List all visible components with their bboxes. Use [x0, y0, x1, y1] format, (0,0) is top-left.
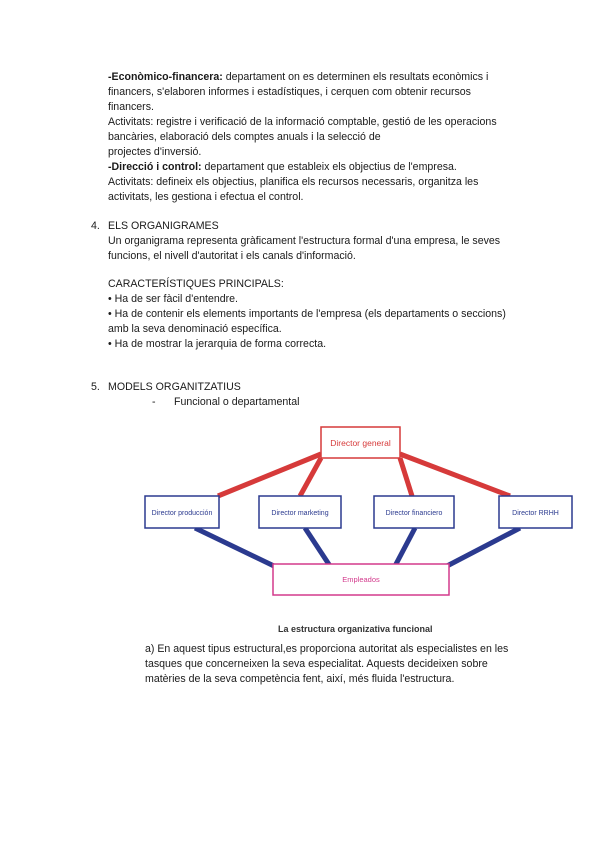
upper-connectors — [218, 454, 510, 496]
lower-connectors — [195, 528, 520, 566]
connector-blue — [447, 528, 520, 566]
text-line: bancàries, elaboració dels comptes anuals i la selecció de — [108, 131, 381, 143]
bullet-item: • Ha de ser fàcil d'entendre. — [108, 293, 238, 305]
subheading: CARACTERÍSTIQUES PRINCIPALS: — [108, 278, 284, 290]
list-item: Funcional o departamental — [174, 396, 300, 408]
list-dash: - — [152, 396, 156, 408]
section-number: 5. — [91, 381, 100, 393]
director-produccion-label: Director producción — [151, 510, 213, 517]
director-marketing-label: Director marketing — [271, 510, 329, 517]
bullet-item: • Ha de contenir els elements importants de l'empresa (els departaments o seccions) — [108, 308, 506, 320]
director-financiero-label: Director financiero — [385, 510, 443, 517]
section-number: 4. — [91, 220, 100, 232]
text-line: projectes d'inversió. — [108, 146, 202, 158]
bullet-item: • Ha de mostrar la jerarquia de forma correcta. — [108, 338, 327, 350]
text-line: funcions, el nivell d'autoritat i els canals d'informació. — [108, 250, 356, 262]
text-line: amb la seva denominació específica. — [108, 323, 282, 335]
text-line: financers. — [108, 101, 154, 113]
text-line: a) En aquest tipus estructural,es proporciona autoritat als especialistes en les — [145, 643, 509, 655]
connector-blue — [195, 528, 274, 566]
diagram-caption: La estructura organizativa funcional — [278, 624, 433, 634]
section-heading: MODELS ORGANITZATIUS — [108, 381, 241, 393]
empleados-label: Empleados — [342, 575, 380, 584]
text-line: matèries de la seva competència fent, així, més fluida l'estructura. — [145, 673, 455, 685]
connector-red — [400, 458, 412, 496]
director-general-label: Director general — [330, 438, 391, 448]
text-line: financers, s'elaboren informes i estadístiques, i cerquen com obtenir recursos — [108, 86, 471, 98]
economic-financial-def: departament on es determinen els resultats econòmics i — [222, 71, 489, 83]
text-line: Un organigrama representa gràficament l'estructura formal d'una empresa, le seves — [108, 235, 501, 247]
text-line: Activitats: defineix els objectius, planifica els recursos necessaris, organitza les — [108, 176, 479, 188]
economic-financial-term: -Econòmico-financera: — [108, 71, 223, 83]
connector-blue — [305, 528, 330, 566]
direction-control-def: departament que estableix els objectius de l'empresa. — [201, 161, 457, 173]
direction-control-term: -Direcció i control: — [108, 161, 202, 173]
director-rrhh-label: Director RRHH — [512, 510, 559, 517]
connector-blue — [395, 528, 415, 566]
text-line: Activitats: registre i verificació de la informació comptable, gestió de les operacions — [108, 116, 497, 128]
connector-red — [400, 454, 510, 496]
section-heading: ELS ORGANIGRAMES — [108, 220, 219, 232]
text-line: tasques que concerneixen la seva especialitat. Aquests decideixen sobre — [145, 658, 488, 670]
text-line: activitats, les gestiona i efectua el control. — [108, 191, 304, 203]
